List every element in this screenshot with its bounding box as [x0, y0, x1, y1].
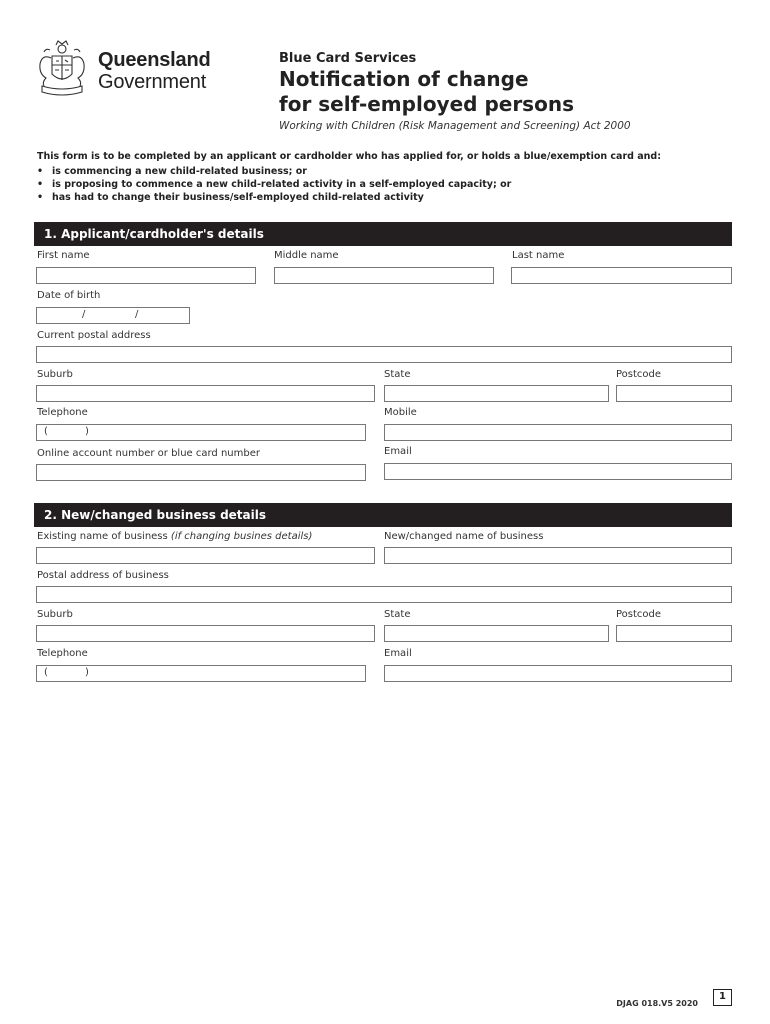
form-title-line2: for self-employed persons [279, 92, 574, 116]
qld-government-logo [34, 40, 214, 100]
account-number-input[interactable] [36, 464, 366, 481]
dob-separator: / [82, 309, 86, 320]
intro-text: This form is to be completed by an applicant or cardholder who has applied for, or holds a blue/exemption card and: [37, 151, 662, 162]
logo-line1: Queensland [98, 49, 211, 71]
business-postal-address-input[interactable] [36, 586, 732, 603]
mobile-label: Mobile [384, 407, 417, 418]
section2-header: 2. New/changed business details [34, 503, 732, 527]
state-label: State [384, 369, 411, 380]
middle-name-label: Middle name [274, 250, 339, 261]
new-business-name-label: New/changed name of business [384, 531, 544, 542]
business-email-input[interactable] [384, 665, 732, 682]
area-code-close-paren: ) [85, 426, 89, 437]
business-postcode-label: Postcode [616, 609, 662, 620]
email-label: Email [384, 446, 412, 457]
middle-name-input[interactable] [274, 267, 494, 284]
business-state-label: State [384, 609, 411, 620]
email-input[interactable] [384, 463, 732, 480]
coat-of-arms-icon [34, 40, 90, 98]
existing-business-name-note: (if changing busines details) [170, 531, 313, 542]
business-postcode-input[interactable] [616, 625, 732, 642]
postal-address-label: Current postal address [37, 330, 151, 341]
state-input[interactable] [384, 385, 609, 402]
last-name-input[interactable] [511, 267, 732, 284]
business-suburb-label: Suburb [37, 609, 73, 620]
postcode-input[interactable] [616, 385, 732, 402]
dob-input[interactable] [36, 307, 190, 324]
business-telephone-label: Telephone [37, 648, 88, 659]
first-name-input[interactable] [36, 267, 256, 284]
area-code-open-paren: ( [44, 667, 48, 678]
existing-business-name-text: Existing name of business [37, 531, 168, 542]
dob-separator: / [135, 309, 139, 320]
list-item: • is commencing a new child-related business; or [37, 165, 511, 178]
suburb-label: Suburb [37, 369, 73, 380]
form-title-line1: Notification of change [279, 67, 529, 91]
existing-business-name-label [37, 531, 312, 542]
account-number-label: Online account number or blue card number [37, 448, 260, 459]
act-subtitle: Working with Children (Risk Management and Screening) Act 2000 [279, 120, 631, 132]
service-name: Blue Card Services [279, 51, 417, 66]
first-name-label: First name [37, 250, 90, 261]
business-postal-address-label: Postal address of business [37, 570, 169, 581]
suburb-input[interactable] [36, 385, 375, 402]
list-item: • has had to change their business/self-employed child-related activity [37, 191, 511, 204]
list-item: • is proposing to commence a new child-related activity in a self-employed capacity; or [37, 178, 511, 191]
mobile-input[interactable] [384, 424, 732, 441]
area-code-close-paren: ) [85, 667, 89, 678]
postal-address-input[interactable] [36, 346, 732, 363]
form-code: DJAG 018.V5 2020 [616, 999, 698, 1008]
business-suburb-input[interactable] [36, 625, 375, 642]
existing-business-name-input[interactable] [36, 547, 375, 564]
dob-label: Date of birth [37, 290, 101, 301]
intro-bullet-list [37, 165, 511, 204]
last-name-label: Last name [512, 250, 565, 261]
section1-header: 1. Applicant/cardholder's details [34, 222, 732, 246]
business-email-label: Email [384, 648, 412, 659]
business-state-input[interactable] [384, 625, 609, 642]
logo-line2: Government [98, 71, 207, 93]
new-business-name-input[interactable] [384, 547, 732, 564]
page-number: 1 [713, 989, 732, 1006]
postcode-label: Postcode [616, 369, 662, 380]
area-code-open-paren: ( [44, 426, 48, 437]
telephone-label: Telephone [37, 407, 88, 418]
